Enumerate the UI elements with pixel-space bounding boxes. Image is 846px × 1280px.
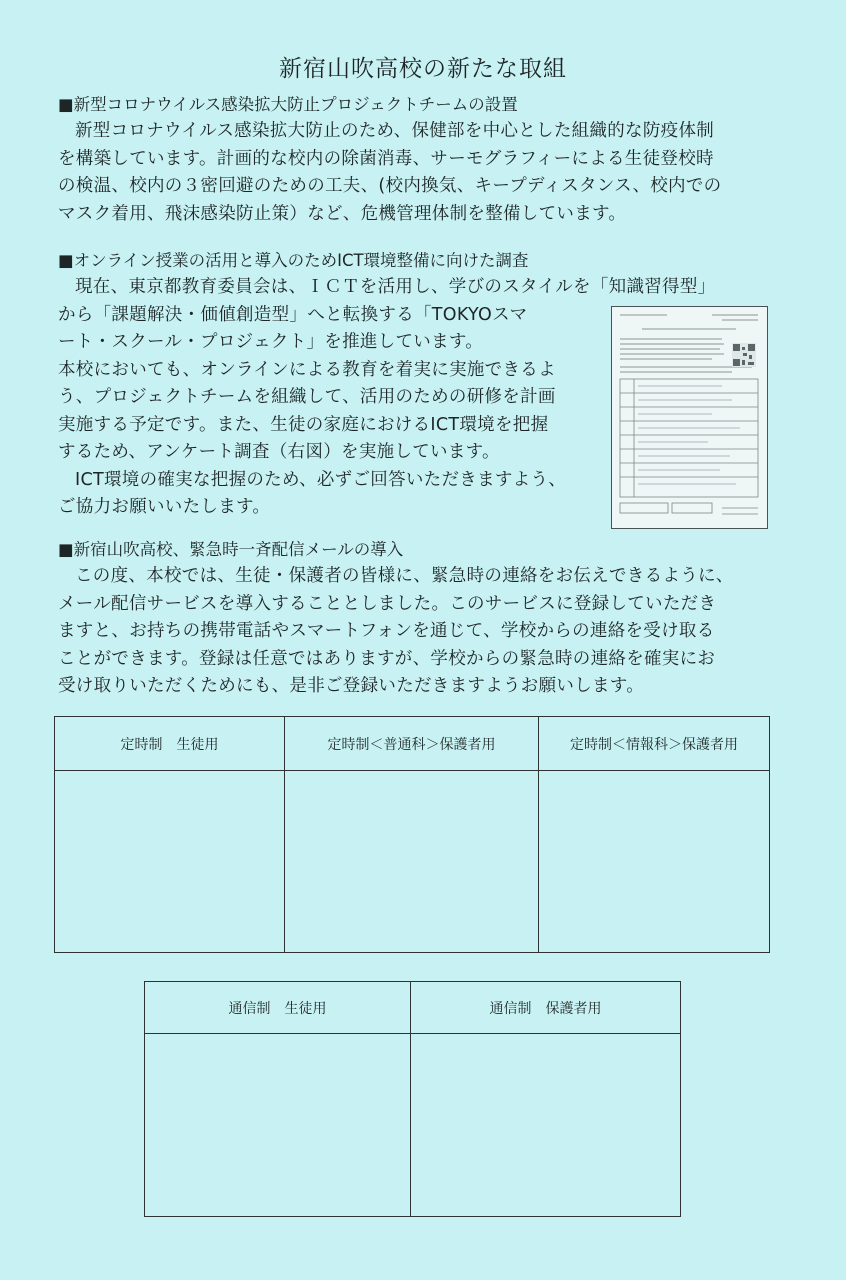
body-line: するため、アンケート調査（右図）を実施しています。 [58,442,500,462]
column-header-teijisei-general-guardian: 定時制＜普通科＞保護者用 [285,717,539,771]
body-line: ート・スクール・プロジェクト」を推進しています。 [58,332,484,352]
qr-code-cell [285,771,539,953]
body-line: の検温、校内の３密回避のための工夫、(校内換気、キープディスタンス、校内での [58,176,722,196]
body-line: 実施する予定です。また、生徒の家庭におけるICT環境を把握 [58,414,549,435]
section-body [58,563,788,701]
qr-code-cell [55,771,285,953]
ict-survey-figure [611,306,768,529]
qr-code-cell [145,1034,411,1217]
body-line: 現在、東京都教育委員会は、ＩＣＴを活用し、学びのスタイルを「知識習得型」 [75,277,716,297]
body-line: ことができます。登録は任意ではありますが、学校からの緊急時の連絡を確実にお [58,648,716,669]
column-header-tsushinsei-guardian: 通信制 保護者用 [411,982,681,1034]
body-line: う、プロジェクトチームを組織して、活用のための研修を計画 [58,387,556,407]
body-line: メール配信サービスを導入することとしました。このサービスに登録していただき [58,593,717,614]
section-heading: ■オンライン授業の活用と導入のためICT環境整備に向けた調査 [58,251,529,270]
body-line: ご協力お願いいたします。 [58,497,271,517]
body-line: 本校においても、オンラインによる教育を着実に実施できるよ [58,359,556,380]
survey-document-thumbnail [612,307,766,527]
qr-code-cell [411,1034,681,1217]
body-line: 受け取りいただくためにも、是非ご登録いただきますようお願いします。 [58,676,644,696]
section-heading: ■新型コロナウイルス感染拡大防止プロジェクトチームの設置 [58,95,518,114]
body-line: から「課題解決・価値創造型」へと転換する「TOKYOスマ [58,304,528,325]
column-header-tsushinsei-student: 通信制 生徒用 [145,982,411,1034]
section-covid-project-team [58,92,788,228]
section-body [58,118,788,228]
tsushinsei-registration-table [144,981,681,1217]
body-line: 新型コロナウイルス感染拡大防止のため、保健部を中心とした組織的な防疫体制 [75,121,715,141]
qr-code-icon [732,343,756,367]
section-heading: ■新宿山吹高校、緊急時一斉配信メールの導入 [58,540,404,559]
section-emergency-mail [58,537,788,701]
column-header-teijisei-student: 定時制 生徒用 [55,717,285,771]
body-line: この度、本校では、生徒・保護者の皆様に、緊急時の連絡をお伝えできるように、 [75,566,734,586]
teijisei-registration-table [54,716,770,953]
body-line: マスク着用、飛沫感染防止策）など、危機管理体制を整備しています。 [58,203,627,224]
page-title: 新宿山吹高校の新たな取組 [279,56,567,82]
column-header-teijisei-info-guardian: 定時制＜情報科＞保護者用 [539,717,770,771]
body-line: ますと、お持ちの携帯電話やスマートフォンを通じて、学校からの連絡を受け取る [58,621,715,641]
body-line: ICT環境の確実な把握のため、必ずご回答いただきますよう、 [75,469,567,490]
body-line: を構築しています。計画的な校内の除菌消毒、サーモグラフィーによる生徒登校時 [58,148,714,169]
qr-code-cell [539,771,770,953]
